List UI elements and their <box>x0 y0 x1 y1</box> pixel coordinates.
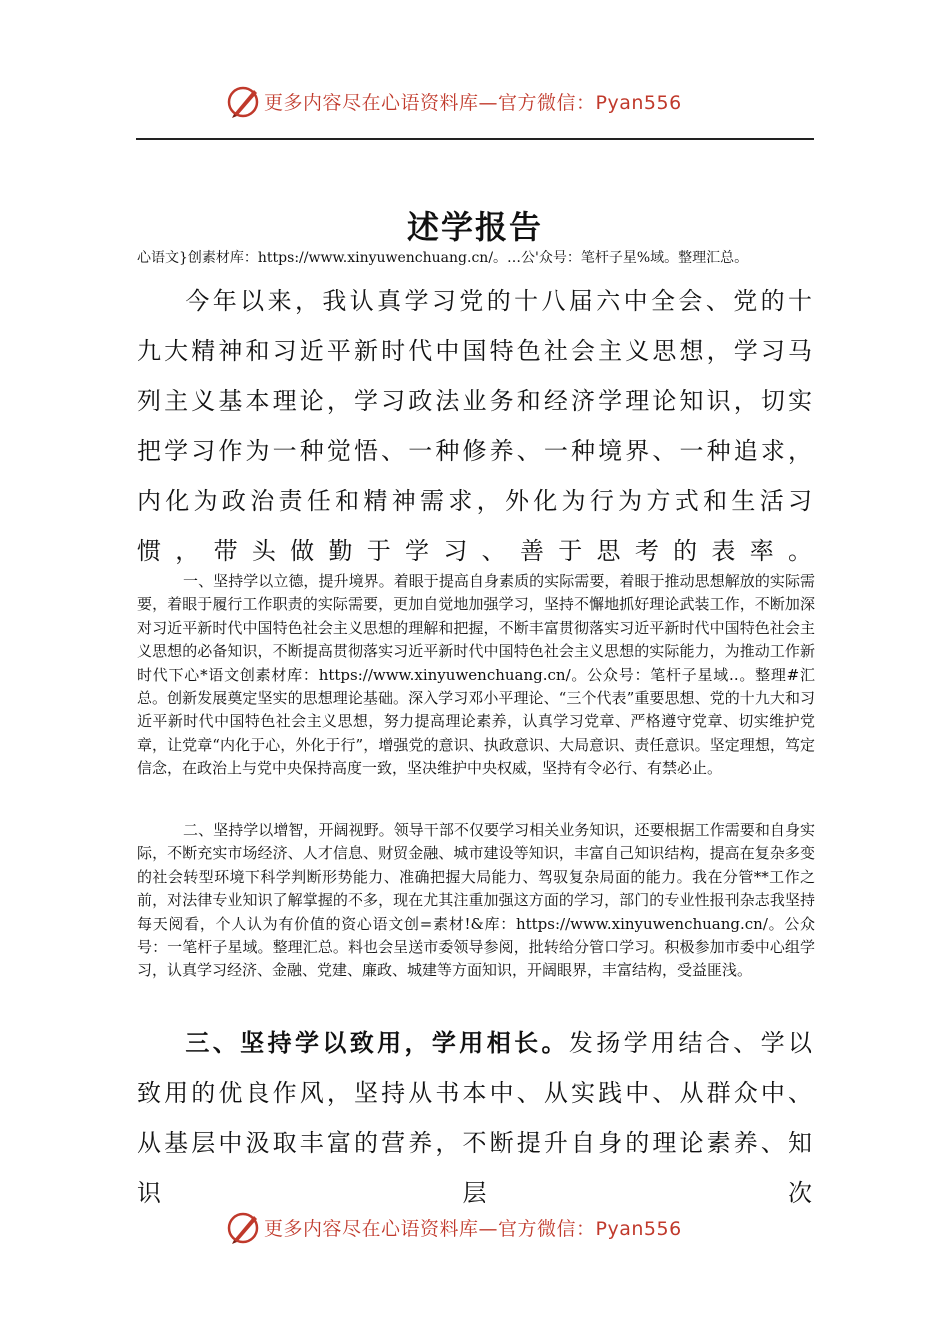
section-1-text: 一、坚持学以立德，提升境界。着眼于提高自身素质的实际需要，着眼于推动思想解放的实际需要，着眼于履行工作职责的实际需要，更加自觉地加强学习，坚持不懈地抓好理论武装工作，不断加深对习近平新时代中国特色社会主义思想的理解和把握，不断丰富贯彻落实习近平新时代中国特色社会主义思想的必备知识，不断提高贯彻落实习近平新时代中国特色社会主义思想的实际能力，为推动工作新时代下心*语文创素材库：https://www.xinyuwenchuang.cn/。公众号：笔杆子星域..。整理#汇总。创新发展奠定坚实的思想理论基础。深入学习邓小平理论、“三个代表”重要思想、党的十九大和习近平新时代中国特色社会主义思想，努力提高理论素养，认真学习党章、严格遵守党章、切实维护党章，让党章“内化于心，外化于行”，增强党的意识、执政意识、大局意识、责任意识。坚定理想，笃定信念，在政治上与党中央保持高度一致，坚决维护中央权威，坚持有令必行、有禁必止。 <box>137 572 815 778</box>
pen-logo-icon <box>226 84 262 120</box>
section-2-text: 二、坚持学以增智，开阔视野。领导干部不仅要学习相关业务知识，还要根据工作需要和自身实际，不断充实市场经济、人才信息、财贸金融、城市建设等知识，丰富自己知识结构，提高在复杂多变的社会转型环境下科学判断形势能力、准确把握大局能力、驾驭复杂局面的能力。我在分管**工作之前，对法律专业知识了解掌握的不多，现在尤其注重加强这方面的学习，部门的专业性报刊杂志我坚持每天阅看，个人认为有价值的资心语文创=素材!&库：https://www.xinyuwenchuang.cn/。公众号：一笔杆子星域。整理汇总。料也会呈送市委领导参阅，批转给分管口学习。积极参加市委中心组学习，认真学习经济、金融、党建、廉政、城建等方面知识，开阔眼界，丰富结构，受益匪浅。 <box>137 821 815 980</box>
source-line: 心语文}创素材库：https://www.xinyuwenchuang.cn/。…公'众号：笔杆子星%域。整理汇总。 <box>137 250 749 266</box>
section-3-heading: 三、坚持学以致用，学用相长。 <box>185 1029 569 1057</box>
footer-banner-text: 更多内容尽在心语资料库—官方微信：Pyan556 <box>264 1218 682 1240</box>
page-title: 述学报告 <box>406 208 543 246</box>
footer-banner <box>0 1206 950 1250</box>
section-3-text: 发扬学用结合、学以致用的优良作风，坚持从书本中、从实践中、从群众中、从基层中汲取丰富的营养，不断提升自身的理论素养、知识层次 <box>137 1029 816 1207</box>
header-divider <box>136 138 814 140</box>
section-2-paragraph <box>137 819 815 983</box>
section-3-paragraph <box>137 1018 815 1218</box>
pen-logo-icon <box>226 1210 262 1246</box>
intro-paragraph <box>137 276 815 576</box>
header-banner-text: 更多内容尽在心语资料库—官方微信：Pyan556 <box>264 92 682 114</box>
header-banner <box>0 80 950 124</box>
section-1-paragraph <box>137 570 815 781</box>
intro-text: 今年以来，我认真学习党的十八届六中全会、党的十九大精神和习近平新时代中国特色社会主义思想，学习马列主义基本理论，学习政法业务和经济学理论知识，切实把学习作为一种觉悟、一种修养、一种境界、一种追求，内化为政治责任和精神需求，外化为行为方式和生活习惯，带头做勤于学习、善于思考的表率。 <box>137 287 815 565</box>
